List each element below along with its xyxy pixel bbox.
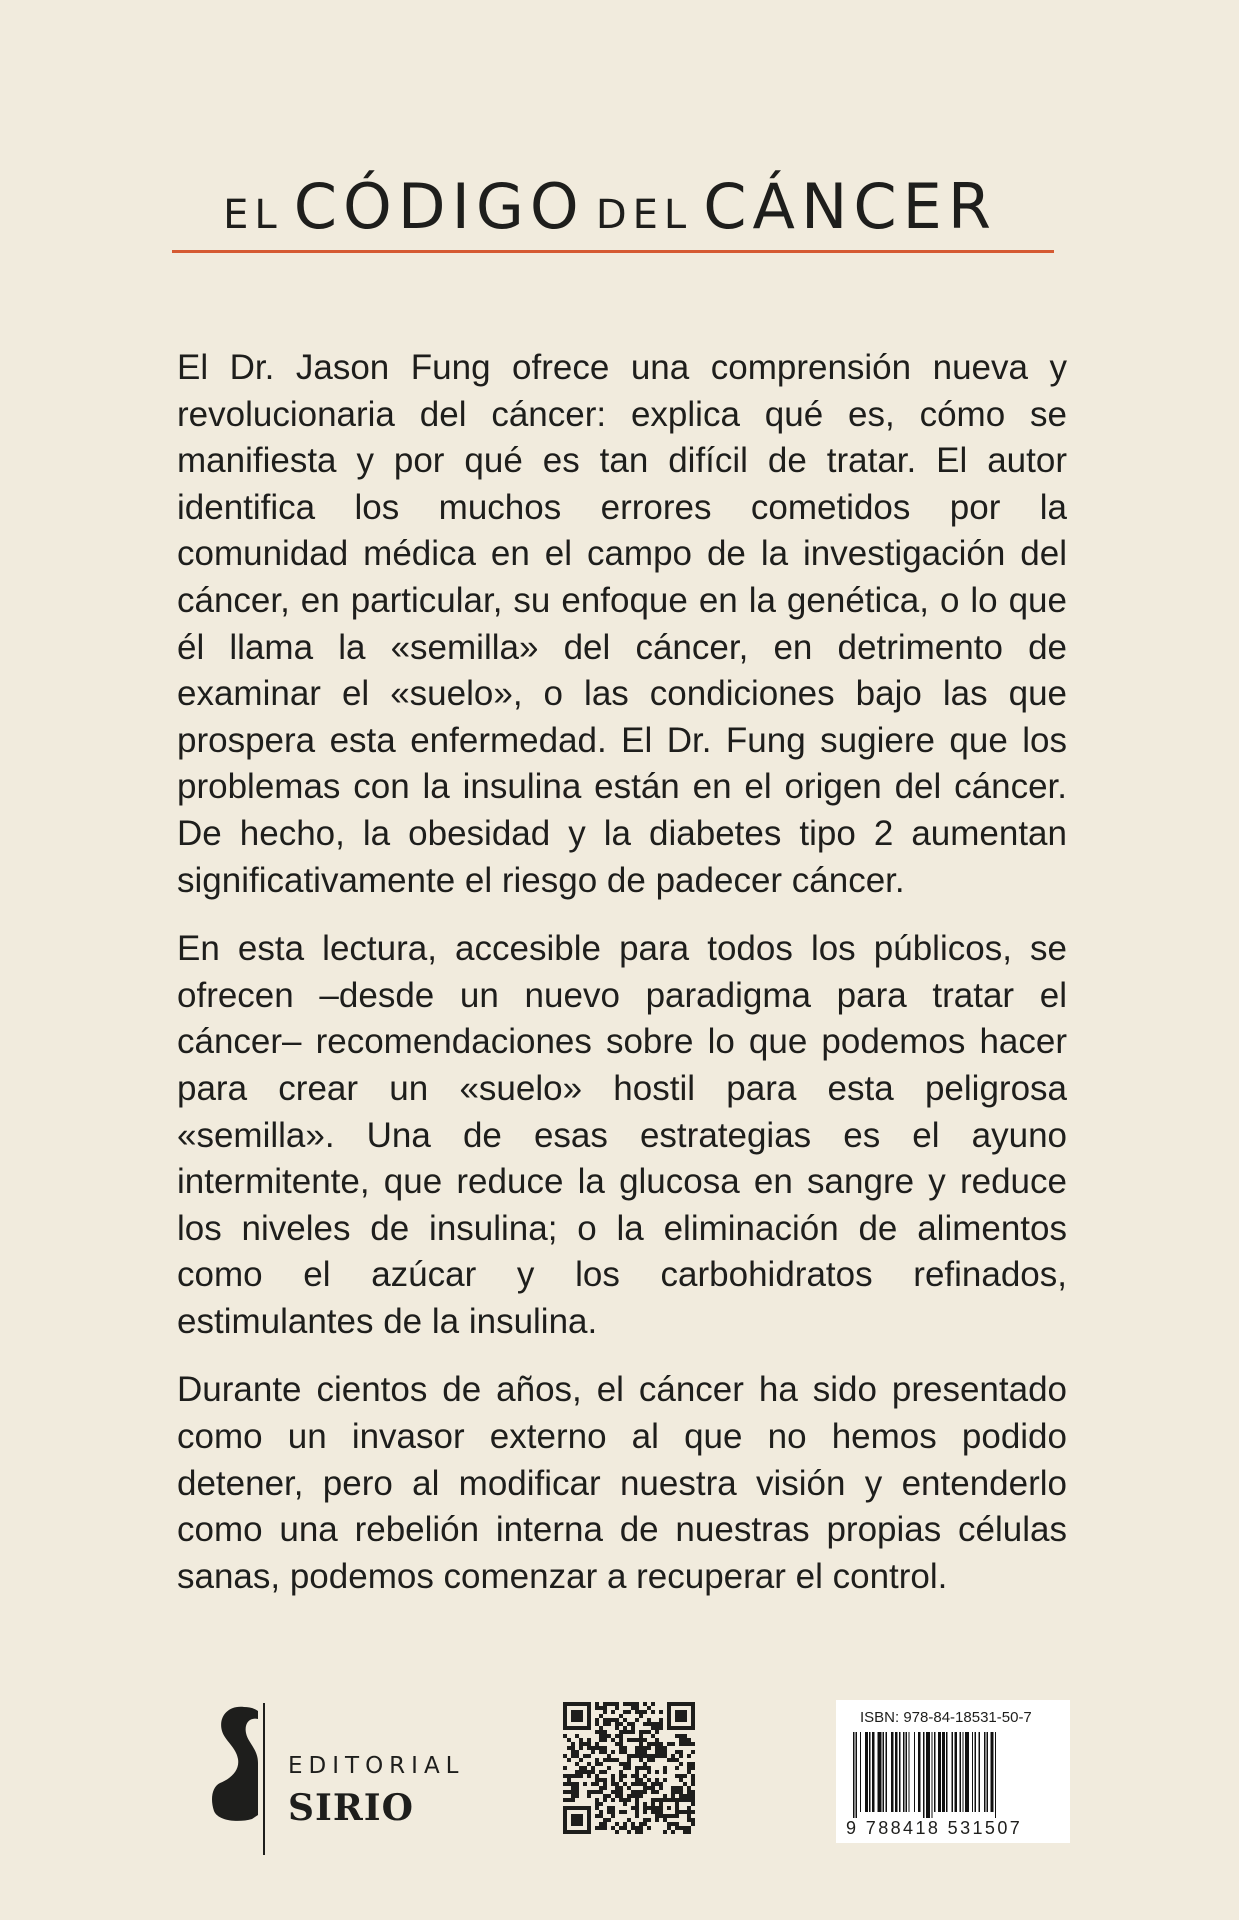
barcode-digits: 9 788418 531507 [846, 1818, 1023, 1838]
title-underline [172, 250, 1054, 253]
barcode-bars [851, 1732, 1055, 1818]
publisher-logo [208, 1703, 468, 1853]
publisher-name: SIRIO [288, 1787, 414, 1829]
title-word-el: EL [223, 192, 283, 238]
synopsis-paragraph-2: En esta lectura, accesible para todos los públicos, se ofrecen –desde un nuevo paradigma para tratar el cáncer– recomendaciones sobre lo que podemos hacer para crear un «suelo» hostil para esta peligrosa «semilla». Una de esas estrategias es el ayuno intermitente, que reduce la glucosa en sangre y reduce los niveles de insulina; o la eliminación de alimentos como el azúcar y los carbohidratos refinados, estimulantes de la insulina. [177, 929, 1067, 1341]
title-word-codigo: CÓDIGO [293, 170, 585, 243]
title-word-cancer: CÁNCER [703, 170, 997, 243]
swan-logo-icon [208, 1703, 260, 1823]
title-word-del: DEL [595, 192, 693, 238]
synopsis [177, 345, 1067, 1622]
logo-divider [263, 1703, 265, 1855]
synopsis-paragraph-1: El Dr. Jason Fung ofrece una comprensión nueva y revolucionaria del cáncer: explica qué es, cómo se manifiesta y por qué es tan difícil de tratar. El autor identifica los muchos errores cometidos por la comunidad médica en el campo de la investigación del cáncer, en particular, su enfoque en la genética, o lo que él llama la «semilla» del cáncer, en detrimento de examinar el «suelo», o las condiciones bajo las que prospera esta enfermedad. El Dr. Fung sugiere que los problemas con la insulina están en el origen del cáncer. De hecho, la obesidad y la diabetes tipo 2 aumentan significativamente el riesgo de padecer cáncer. [177, 348, 1067, 900]
isbn-label: ISBN: 978-84-18531-50-7 [860, 1709, 1032, 1726]
book-title [170, 170, 1050, 243]
isbn-barcode [836, 1700, 1070, 1843]
qr-code [563, 1702, 695, 1834]
publisher-line1: EDITORIAL [288, 1753, 465, 1779]
synopsis-paragraph-3: Durante cientos de años, el cáncer ha sido presentado como un invasor externo al que no hemos podido detener, pero al modificar nuestra visión y entenderlo como una rebelión interna de nuestras propias células sanas, podemos comenzar a recuperar el control. [177, 1370, 1067, 1596]
